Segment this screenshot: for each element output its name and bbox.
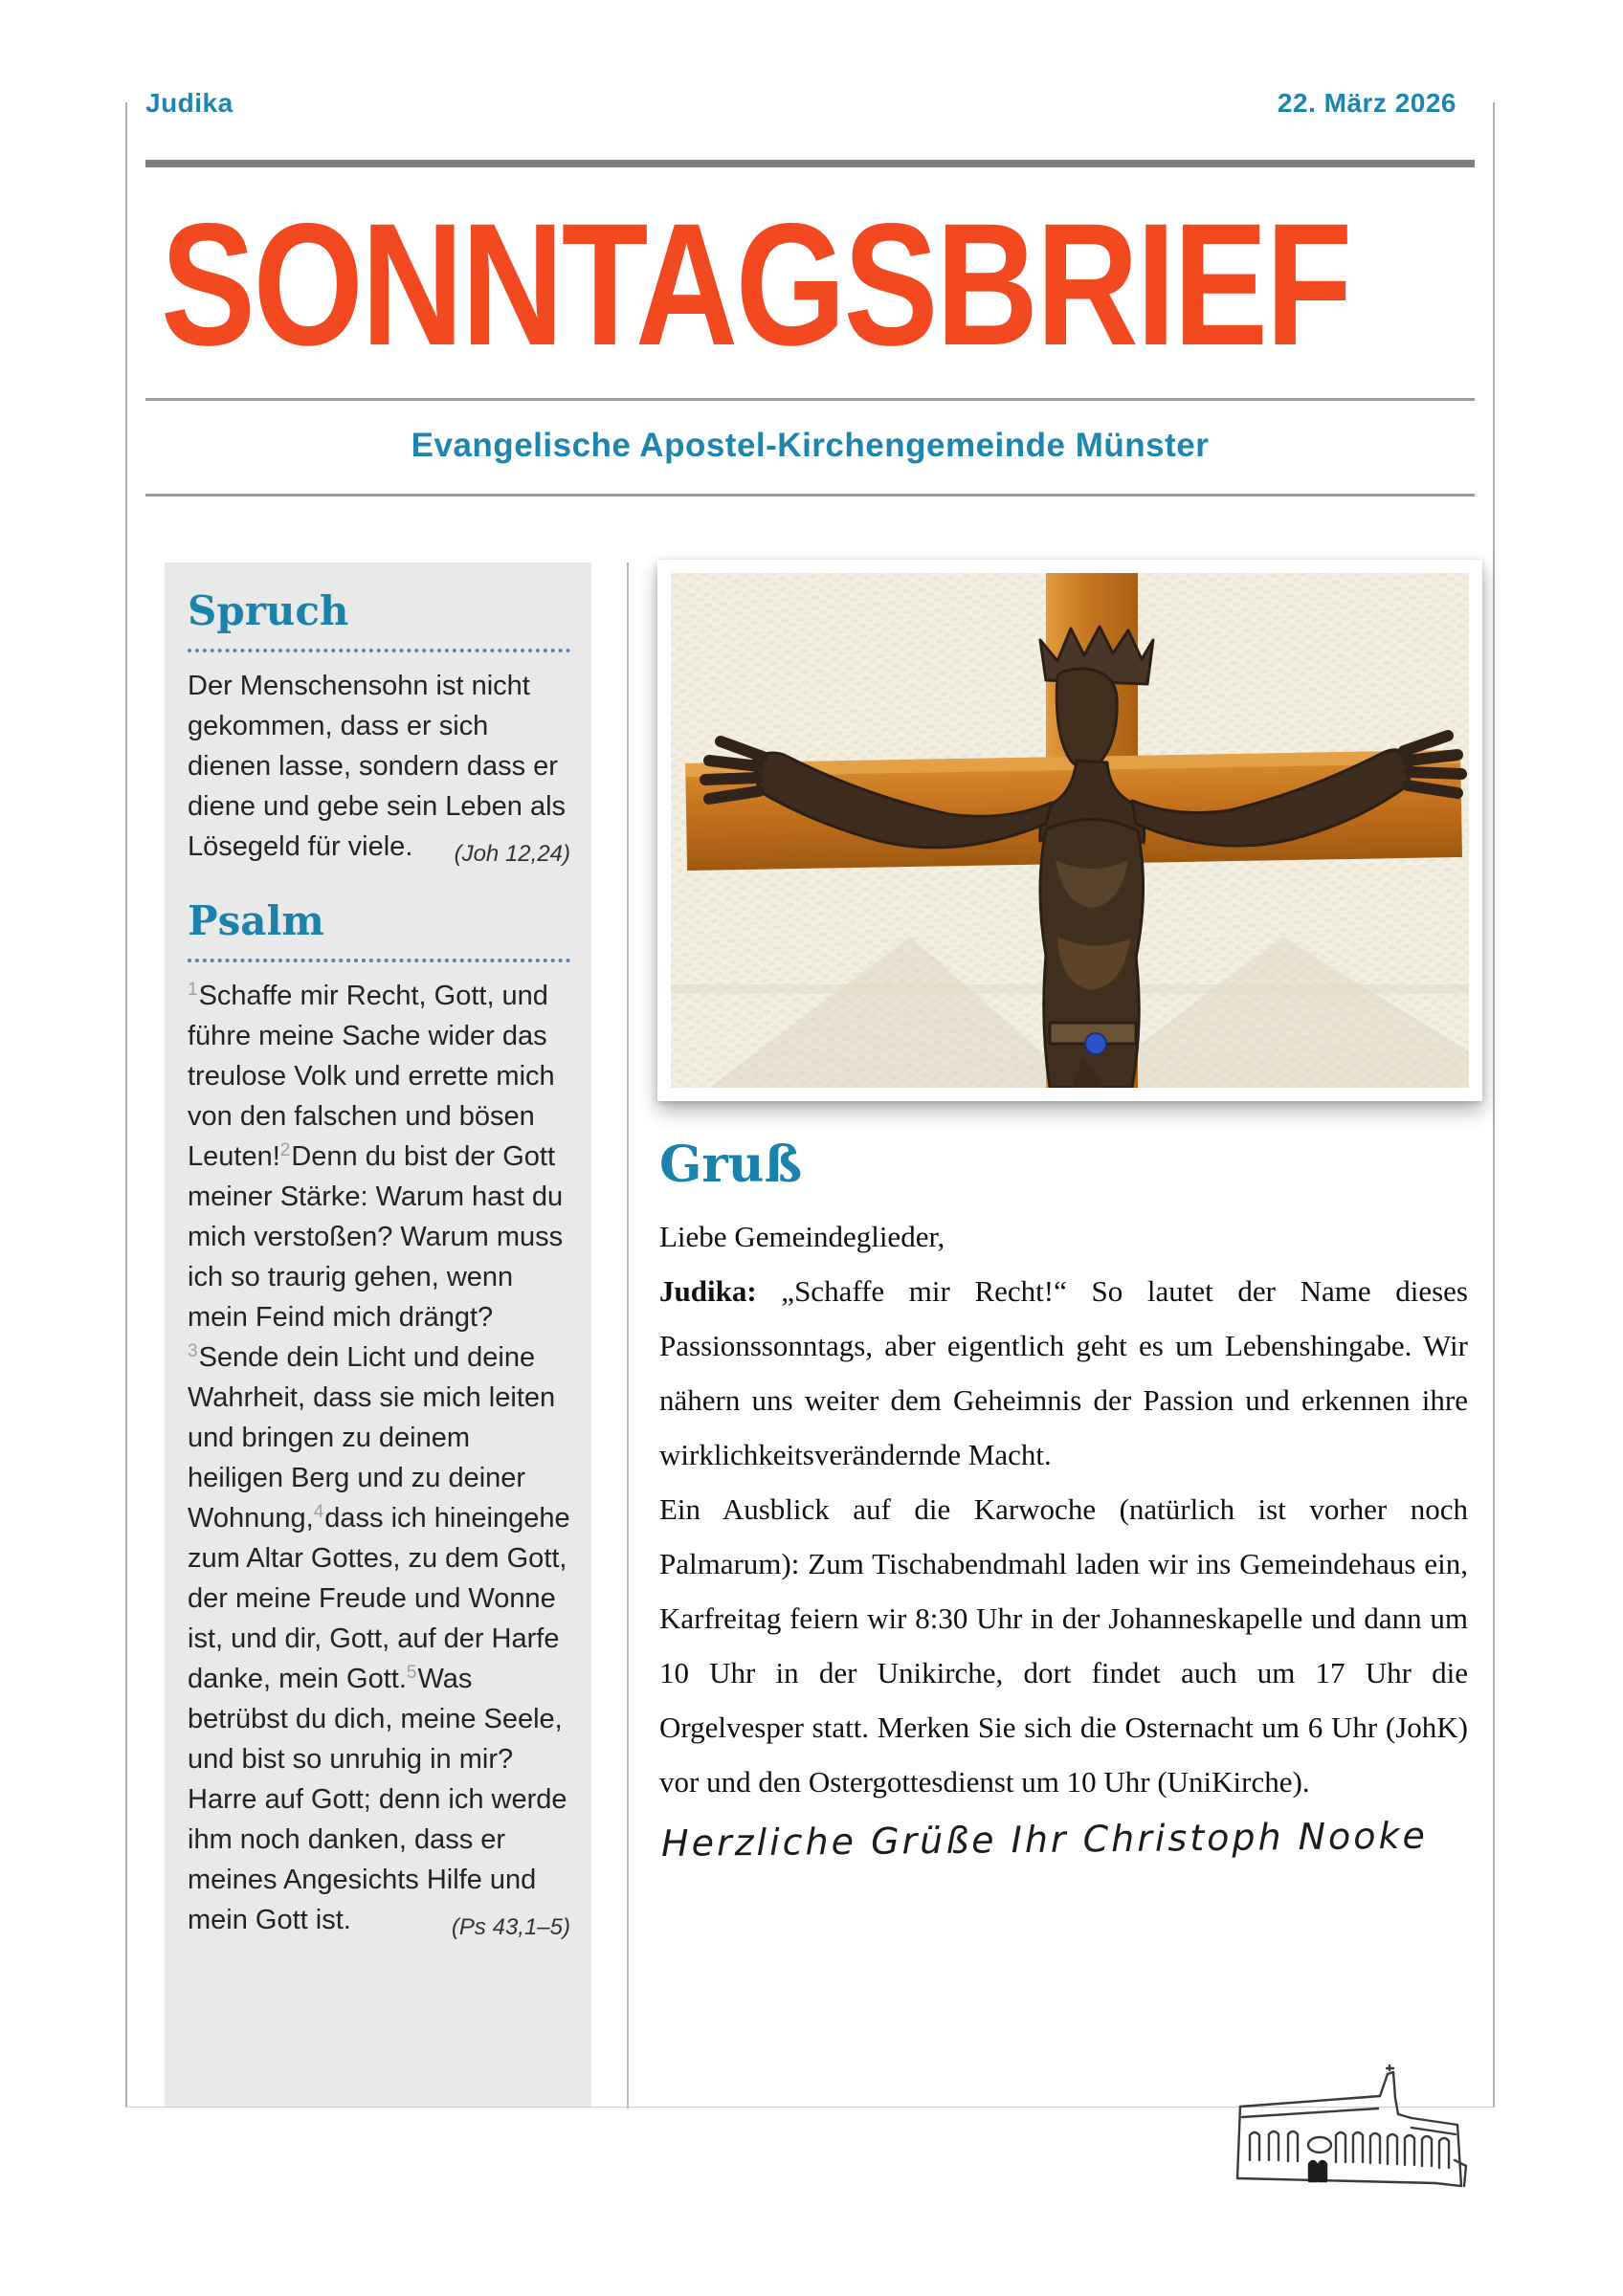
- gruss-heading: Gruß: [659, 1136, 803, 1194]
- issue-date: 22. März 2026: [1277, 88, 1456, 118]
- page-border-left: [125, 102, 127, 2108]
- psalm-heading: Psalm: [188, 897, 324, 945]
- church-line-drawing-icon: [1229, 2064, 1485, 2208]
- crucifix-illustration: [671, 573, 1469, 1088]
- page-border-right: [1493, 102, 1495, 2108]
- gruss-body: [659, 1209, 1468, 1809]
- spruch-heading: Spruch: [188, 587, 349, 634]
- scripture-sidebar: [165, 563, 591, 2107]
- church-icon: [1229, 2064, 1485, 2203]
- column-divider: [627, 563, 629, 2108]
- signature-handwriting: Herzliche Grüße Ihr Christoph Nooke: [660, 1814, 1429, 1865]
- subtitle-rule-bottom: [145, 494, 1475, 497]
- subtitle-rule-top: [145, 398, 1475, 401]
- spruch-text: [188, 666, 570, 867]
- crucifix-photo: [657, 560, 1482, 1101]
- psalm-text: [188, 976, 570, 1940]
- gruss-paragraph-1-text: „Schaffe mir Recht!“ So lautet der Name dieses Passionssonntags, aber eigentlich geht es um Lebenshingabe. Wir nähern uns weiter dem Geheimnis der Passion und erkennen ihre wirklichkeitsverändernde Macht.: [659, 1273, 1468, 1471]
- judika-lead: Judika:: [659, 1273, 757, 1308]
- newsletter-title: SONNTAGSBRIEF: [161, 187, 1350, 382]
- dotted-rule: [188, 957, 570, 962]
- psalm-reference: (Ps 43,1–5): [451, 1914, 570, 1941]
- main-column: [657, 560, 1482, 1865]
- spruch-body: Der Menschensohn ist nicht gekommen, dass er sich dienen lasse, sondern dass er diene und gebe sein Leben als Lösegeld für viele.: [188, 671, 567, 863]
- gruss-paragraph-1: [659, 1264, 1468, 1482]
- dotted-rule: [188, 647, 570, 652]
- spruch-reference: (Joh 12,24): [454, 841, 570, 868]
- gruss-paragraph-2: Ein Ausblick auf die Karwoche (natürlich ist vorher noch Palmarum): Zum Tischabendmahl laden wir ins Gemeindehaus ein, Karfreitag feiern wir 8:30 Uhr in der Johanneskapelle und dann um 10 Uhr in der Unikirche, dort findet auch um 17 Uhr die Orgelvesper statt. Merken Sie sich die Osternacht um 6 Uhr (JohK) vor und den Ostergottesdienst um 10 Uhr (UniKirche).: [659, 1491, 1468, 1799]
- sunday-name: Judika: [145, 88, 233, 118]
- congregation-subtitle: Evangelische Apostel-Kirchengemeinde Münster: [411, 427, 1210, 464]
- psalm-verses: $^1$Schaffe mir Recht, Gott, und führe meine Sache wider das treulose Volk und errette mich von den falschen und bösen Leuten!$^2$Denn du bist der Gott meiner Stärke: Warum hast du mich verstoßen? Warum muss ich so traurig gehen, wenn mein Feind mich drängt?$^3$Sende dein Licht und deine Wahrheit, dass sie mich leiten und bringen zu deinem heiligen Berg und zu deiner Wohnung,$^4$dass ich hineingehe zum Altar Gottes, zu dem Gott, der meine Freude und Wonne ist, und dir, Gott, auf der Harfe danke, mein Gott.$^5$Was betrübst du dich, meine Seele, und bist so unruhig in mir? Harre auf Gott; denn ich werde ihm noch danken, dass er meines Angesichts Hilfe und mein Gott ist.: [188, 979, 570, 1936]
- header-rule: [145, 160, 1475, 167]
- salutation: Liebe Gemeindeglieder,: [659, 1219, 945, 1253]
